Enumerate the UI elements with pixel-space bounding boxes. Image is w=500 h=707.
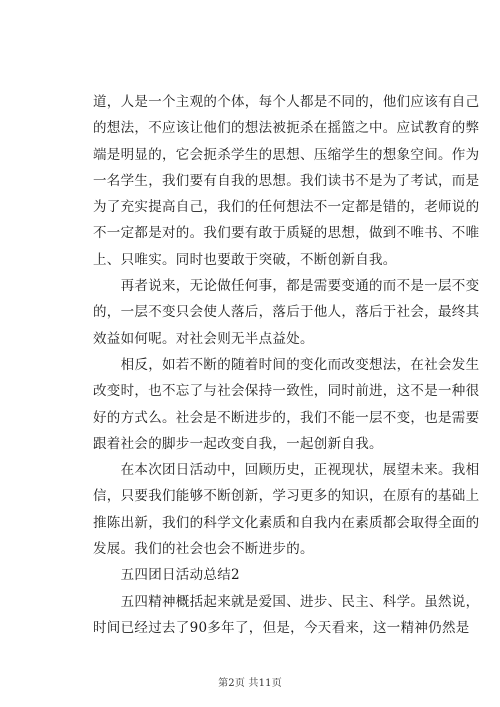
text-line: 发展。我们的社会也会不断进步的。 (93, 541, 314, 558)
text-line: 再者说来，无论做任何事，都是需要变通的而不是一层不变 (93, 278, 480, 295)
text-line: 效益如何呢。对社会则无半点益处。 (93, 330, 314, 347)
text-line: 跟着社会的脚步一起改变自我，一起创新自我。 (93, 435, 383, 452)
text-line: 的，一层不变只会使人落后，落后于他人，落后于社会，最终其 (93, 304, 480, 321)
text-line: 在本次团日活动中，回顾历史，正视现状，展望未来。我相 (93, 462, 480, 479)
section-heading: 五四团日活动总结2 (93, 567, 240, 584)
text-line: 时间已经过去了90多年了，但是，今天看来，这一精神仍然是 (93, 619, 470, 636)
text-line: 相反，如若不断的随着时间的变化而改变想法，在社会发生 (93, 356, 480, 373)
document-body (93, 89, 480, 641)
text-line: 信，只要我们能够不断创新，学习更多的知识，在原有的基础上 (93, 488, 480, 505)
text-line: 不一定都是对的。我们要有敢于质疑的思想，做到不唯书、不唯 (93, 225, 480, 242)
page-number-footer: 第2页 共11页 (218, 678, 282, 689)
text-line: 的想法，不应该让他们的想法被扼杀在摇篮之中。应试教育的弊 (93, 120, 480, 137)
text-line: 端是明显的，它会扼杀学生的思想、压缩学生的想象空间。作为 (93, 146, 480, 163)
text-line: 道，人是一个主观的个体，每个人都是不同的，他们应该有自己 (93, 94, 480, 110)
text-line: 五四精神概括起来就是爱国、进步、民主、科学。虽然说， (93, 593, 480, 610)
text-line: 改变时，也不忘了与社会保持一致性，同时前进，这不是一种很 (93, 383, 480, 400)
text-line: 为了充实提高自己，我们的任何想法不一定都是错的，老师说的 (93, 199, 480, 216)
text-line: 上、只唯实。同时也要敢于突破，不断创新自我。 (93, 251, 397, 268)
text-line: 一名学生，我们要有自我的思想。我们读书不是为了考试，而是 (93, 172, 480, 189)
text-line: 推陈出新，我们的科学文化素质和自我内在素质都会取得全面的 (93, 514, 480, 531)
text-line: 好的方式么。社会是不断进步的，我们不能一层不变，也是需要 (93, 409, 480, 426)
